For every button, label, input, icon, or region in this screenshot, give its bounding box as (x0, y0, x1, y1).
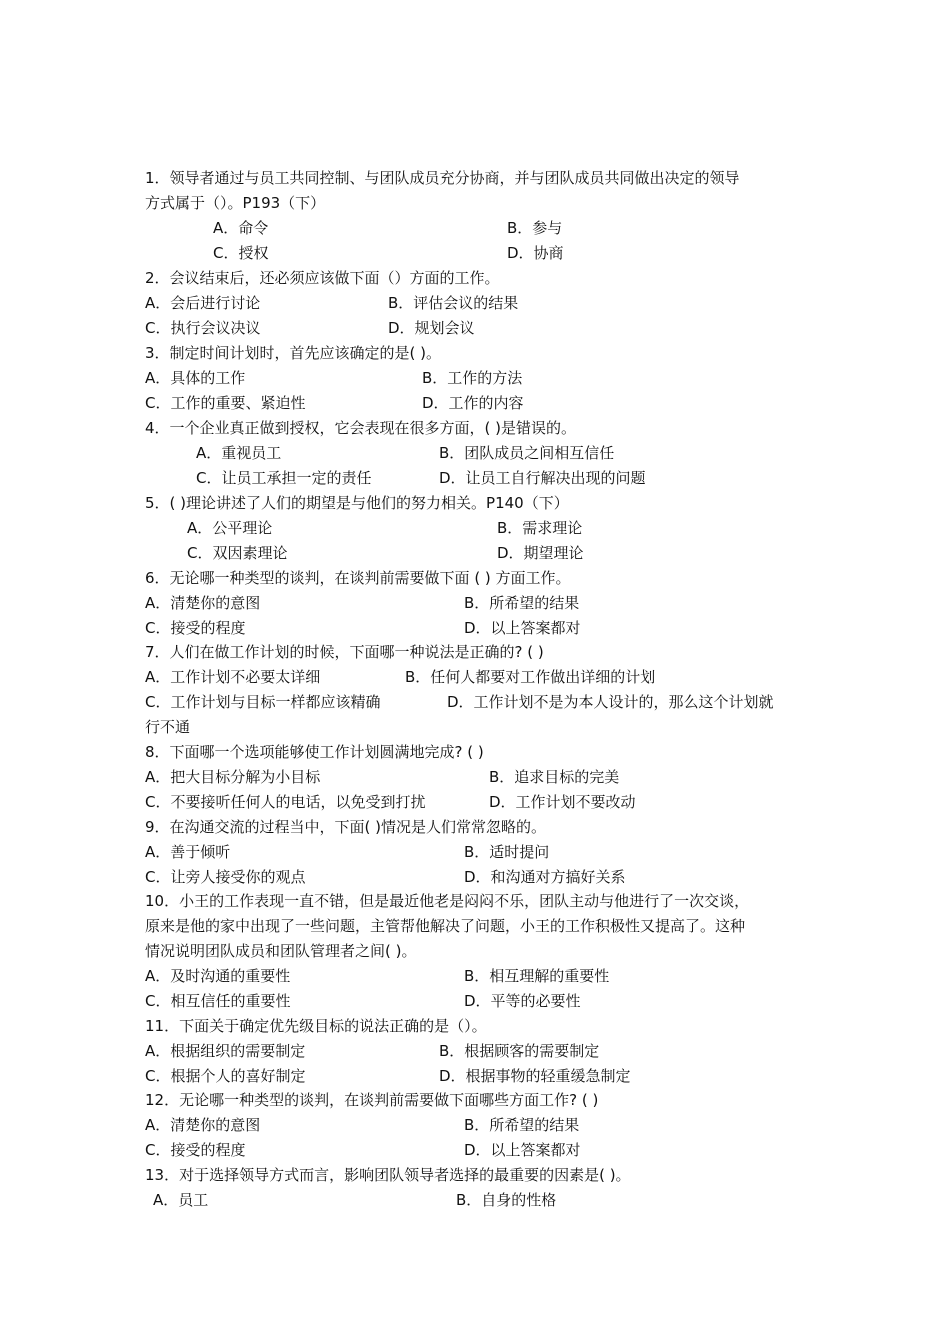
question-4-option-a: A．重视员工 (196, 444, 282, 462)
question-11-option-d: D．根据事物的轻重缓急制定 (439, 1067, 631, 1085)
question-5-option-c: C．双因素理论 (187, 544, 288, 562)
question-10-option-a: A．及时沟通的重要性 (145, 967, 291, 985)
question-8-text: 8．下面哪一个选项能够使工作计划圆满地完成? ( ) (145, 743, 484, 761)
question-9-option-c: C．让旁人接受你的观点 (145, 868, 306, 886)
question-4-text: 4．一个企业真正做到授权，它会表现在很多方面，( )是错误的。 (145, 419, 577, 437)
question-11-option-a: A．根据组织的需要制定 (145, 1042, 306, 1060)
question-3-option-c: C．工作的重要、紧迫性 (145, 394, 306, 412)
question-1-text-line-1: 1．领导者通过与员工共同控制、与团队成员充分协商，并与团队成员共同做出决定的领导 (145, 169, 740, 187)
question-5-option-d: D．期望理论 (497, 544, 584, 562)
question-7-option-c: C．工作计划与目标一样都应该精确 (145, 693, 381, 711)
question-10-text-line-1: 10．小王的工作表现一直不错，但是最近他老是闷闷不乐，团队主动与他进行了一次交谈， (145, 892, 750, 910)
question-13-option-b: B．自身的性格 (456, 1191, 557, 1209)
question-8-option-b: B．追求目标的完美 (489, 768, 620, 786)
question-5-text: 5．( )理论讲述了人们的期望是与他们的努力相关。P140（下） (145, 494, 569, 512)
question-10-option-b: B．相互理解的重要性 (464, 967, 610, 985)
question-3-option-b: B．工作的方法 (422, 369, 523, 387)
question-5-option-b: B．需求理论 (497, 519, 583, 537)
question-7-option-a: A．工作计划不必要太详细 (145, 668, 321, 686)
question-6-option-a: A．清楚你的意图 (145, 594, 261, 612)
question-7-option-d: D．工作计划不是为本人设计的，那么这个计划就 (447, 693, 774, 711)
question-2-option-a: A．会后进行讨论 (145, 294, 261, 312)
question-1-option-c: C．授权 (213, 244, 269, 262)
question-2-option-b: B．评估会议的结果 (388, 294, 519, 312)
question-2-option-d: D．规划会议 (388, 319, 475, 337)
question-1-option-d: D．协商 (507, 244, 564, 262)
question-8-option-c: C．不要接听任何人的电话，以免受到打扰 (145, 793, 426, 811)
question-4-option-c: C．让员工承担一定的责任 (196, 469, 372, 487)
question-1-option-a: A．命令 (213, 219, 269, 237)
question-7-text: 7．人们在做工作计划的时候，下面哪一种说法是正确的? ( ) (145, 643, 544, 661)
question-2-text: 2．会议结束后，还必须应该做下面（）方面的工作。 (145, 269, 500, 287)
question-12-text: 12．无论哪一种类型的谈判，在谈判前需要做下面哪些方面工作? ( ) (145, 1091, 599, 1109)
question-13-text: 13．对于选择领导方式而言，影响团队领导者选择的最重要的因素是( )。 (145, 1166, 631, 1184)
question-12-option-c: C．接受的程度 (145, 1141, 246, 1159)
question-6-option-b: B．所希望的结果 (464, 594, 580, 612)
question-3-option-a: A．具体的工作 (145, 369, 246, 387)
question-10-text-line-2: 原来是他的家中出现了一些问题，主管帮他解决了问题，小王的工作积极性又提高了。这种 (145, 917, 746, 935)
question-6-text: 6．无论哪一种类型的谈判，在谈判前需要做下面 ( ) 方面工作。 (145, 569, 571, 587)
question-3-option-d: D．工作的内容 (422, 394, 524, 412)
question-2-option-c: C．执行会议决议 (145, 319, 261, 337)
question-4-option-b: B．团队成员之间相互信任 (439, 444, 615, 462)
question-12-option-b: B．所希望的结果 (464, 1116, 580, 1134)
question-11-option-c: C．根据个人的喜好制定 (145, 1067, 306, 1085)
question-8-option-a: A．把大目标分解为小目标 (145, 768, 321, 786)
question-8-option-d: D．工作计划不要改动 (489, 793, 636, 811)
question-9-text: 9．在沟通交流的过程当中，下面( )情况是人们常常忽略的。 (145, 818, 547, 836)
question-5-option-a: A．公平理论 (187, 519, 273, 537)
question-7-option-b: B．任何人都要对工作做出详细的计划 (405, 668, 656, 686)
question-10-option-c: C．相互信任的重要性 (145, 992, 291, 1010)
question-10-text-line-3: 情况说明团队成员和团队管理者之间( )。 (145, 942, 417, 960)
question-9-option-a: A．善于倾听 (145, 843, 231, 861)
question-4-option-d: D．让员工自行解决出现的问题 (439, 469, 646, 487)
question-13-option-a: A．员工 (153, 1191, 209, 1209)
question-11-option-b: B．根据顾客的需要制定 (439, 1042, 600, 1060)
question-7-option-d-continued: 行不通 (145, 718, 191, 736)
question-12-option-a: A．清楚你的意图 (145, 1116, 261, 1134)
question-12-option-d: D．以上答案都对 (464, 1141, 581, 1159)
question-9-option-d: D．和沟通对方搞好关系 (464, 868, 626, 886)
question-3-text: 3．制定时间计划时，首先应该确定的是( )。 (145, 344, 442, 362)
question-1-option-b: B．参与 (507, 219, 563, 237)
question-9-option-b: B．适时提问 (464, 843, 550, 861)
question-1-text-line-2: 方式属于（）。P193（下） (145, 194, 326, 212)
question-11-text: 11．下面关于确定优先级目标的说法正确的是（）。 (145, 1017, 487, 1035)
question-6-option-d: D．以上答案都对 (464, 619, 581, 637)
question-6-option-c: C．接受的程度 (145, 619, 246, 637)
question-10-option-d: D．平等的必要性 (464, 992, 581, 1010)
